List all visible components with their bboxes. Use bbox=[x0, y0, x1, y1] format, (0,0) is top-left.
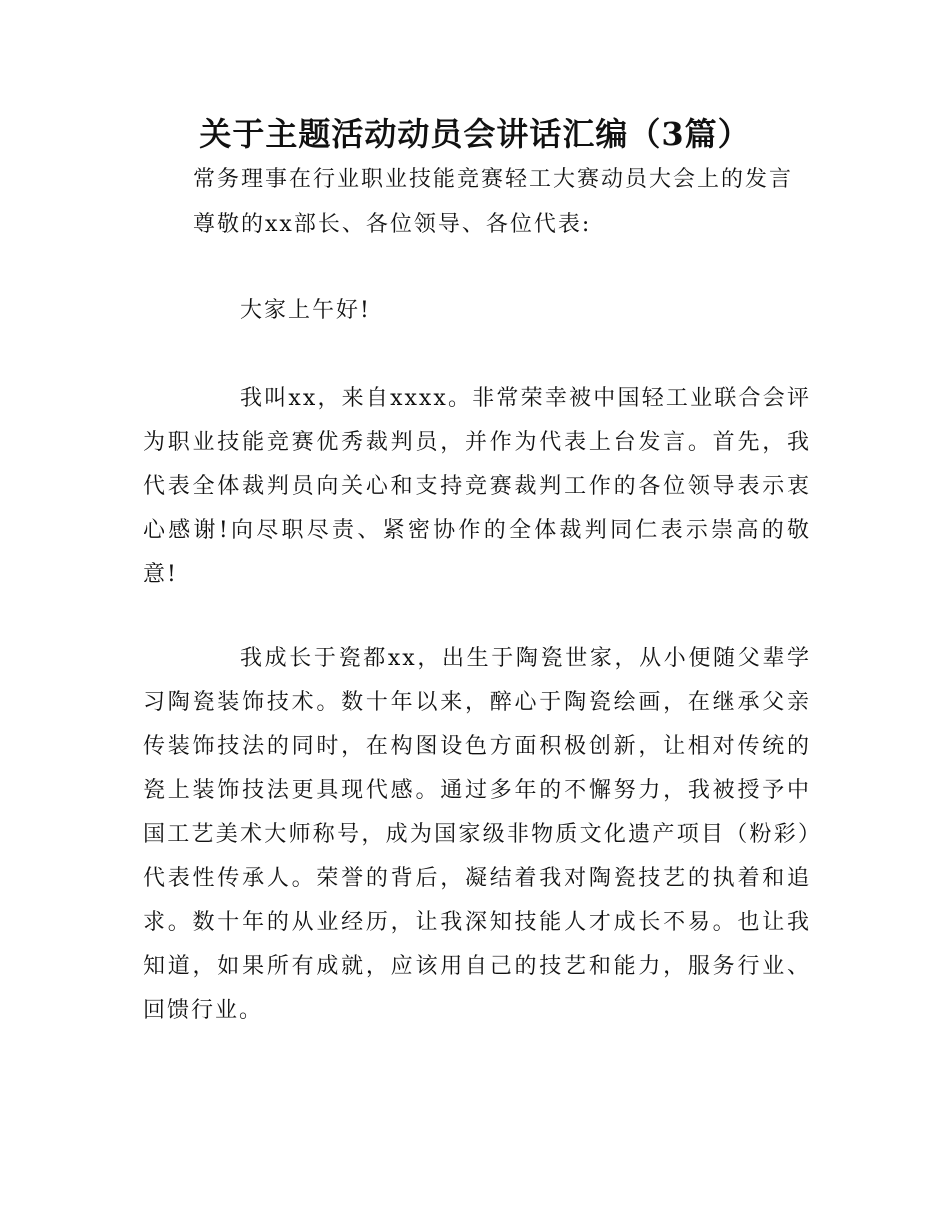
document-title: 关于主题活动动员会讲话汇编（3篇） bbox=[199, 115, 751, 153]
body-paragraph: 我叫xx，来自xxxx。非常荣幸被中国轻工业联合会评为职业技能竞赛优秀裁判员，并作为代表上台发言。首先，我代表全体裁判员向关心和支持竞赛裁判工作的各位领导表示衷心感谢!向尽职尽责、紧密协作的全体裁判同仁表示崇高的敬意! bbox=[143, 386, 811, 587]
speech-subtitle: 常务理事在行业职业技能竞赛轻工大赛动员大会上的发言 bbox=[193, 167, 794, 192]
body-paragraph: 我成长于瓷都xx，出生于陶瓷世家，从小便随父辈学习陶瓷装饰技术。数十年以来，醉心于陶瓷绘画，在继承父亲传装饰技法的同时，在构图设色方面积极创新，让相对传统的瓷上装饰技法更具现代感。通过多年的不懈努力，我被授予中国工艺美术大师称号，成为国家级非物质文化遗产项目（粉彩）代表性传承人。荣誉的背后，凝结着我对陶瓷技艺的执着和追求。数十年的从业经历，让我深知技能人才成长不易。也让我知道，如果所有成就，应该用自己的技艺和能力，服务行业、回馈行业。 bbox=[143, 646, 811, 1023]
salutation: 尊敬的xx部长、各位领导、各位代表: bbox=[193, 212, 592, 237]
greeting: 大家上午好! bbox=[240, 298, 371, 323]
